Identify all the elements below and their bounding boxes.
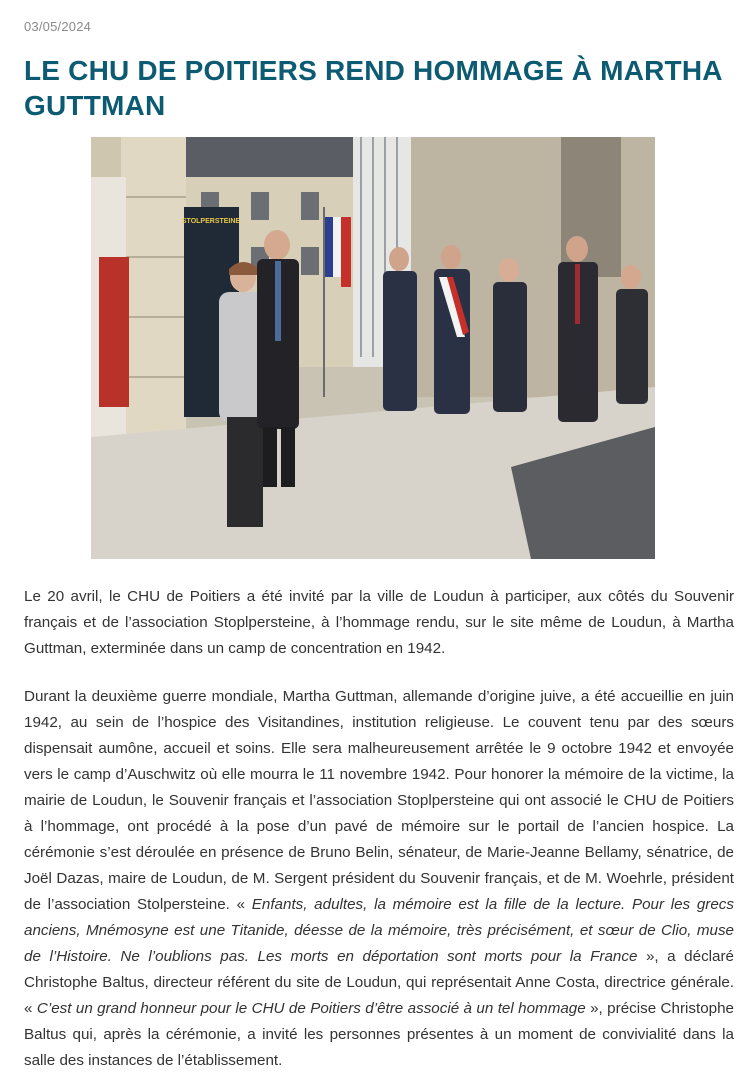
article-paragraph-2 [24, 684, 734, 1074]
paragraph-2-text-3: », précise Christophe Baltus qui, après la cérémonie, a invité les personnes présentes à un moment de convivialité dans la salle des instances de l’établissement. [24, 1000, 734, 1069]
article-photo [91, 137, 655, 559]
paragraph-2-text-2: », a déclaré Christophe Baltus, directeur référent du site de Loudun, qui représentait Anne Costa, directrice générale. « [24, 948, 734, 1017]
article-date: 03/05/2024 [24, 19, 92, 34]
paragraph-2-text-1: Durant la deuxième guerre mondiale, Martha Guttman, allemande d’origine juive, a été accueillie en juin 1942, au sein de l’hospice des Visitandines, institution religieuse. Le couvent tenu par des sœurs dispensait aumône, accueil et soins. Elle sera malheureusement arrêtée le 9 octobre 1942 et envoyée vers le camp d’Auschwitz où elle mourra le 11 novembre 1942. Pour honorer la mémoire de la victime, la mairie de Loudun, le Souvenir français et l’association Stoplpersteine qui ont associé le CHU de Poitiers à l’hommage, ont procédé à la pose d’un pavé de mémoire sur le portail de l’ancien hospice. La cérémonie s’est déroulée en présence de Bruno Belin, sénateur, de Marie-Jeanne Bellamy, sénatrice, de Joël Dazas, maire de Loudun, de M. Sergent président du Souvenir français, et de M. Woehrle, président de l’association Stolpersteine. « [24, 688, 734, 913]
article-title: LE CHU DE POITIERS REND HOMMAGE À MARTHA GUTTMAN [24, 55, 722, 121]
paragraph-2-quote-2: C’est un grand honneur pour le CHU de Poitiers d’être associé à un tel hommage [36, 1000, 586, 1017]
ceremony-photo-illustration [91, 137, 655, 559]
article-body [24, 584, 734, 1074]
photo-sign-text: STOLPERSTEINE [181, 218, 241, 225]
article-paragraph-1: Le 20 avril, le CHU de Poitiers a été invité par la ville de Loudun à participer, aux côtés du Souvenir français et de l’association Stoplpersteine, à l’hommage rendu, sur le site même de Loudun, à Martha Guttman, exterminée dans un camp de concentration en 1942. [24, 588, 734, 657]
paragraph-2-quote-1: Enfants, adultes, la mémoire est la fille de la lecture. Pour les grecs anciens, Mnémosyne est une Titanide, déesse de la mémoire, très précisément, et sœur de Clio, muse de l’Histoire. Ne l’oublions pas. Les morts en déportation sont morts pour la France [24, 896, 734, 965]
